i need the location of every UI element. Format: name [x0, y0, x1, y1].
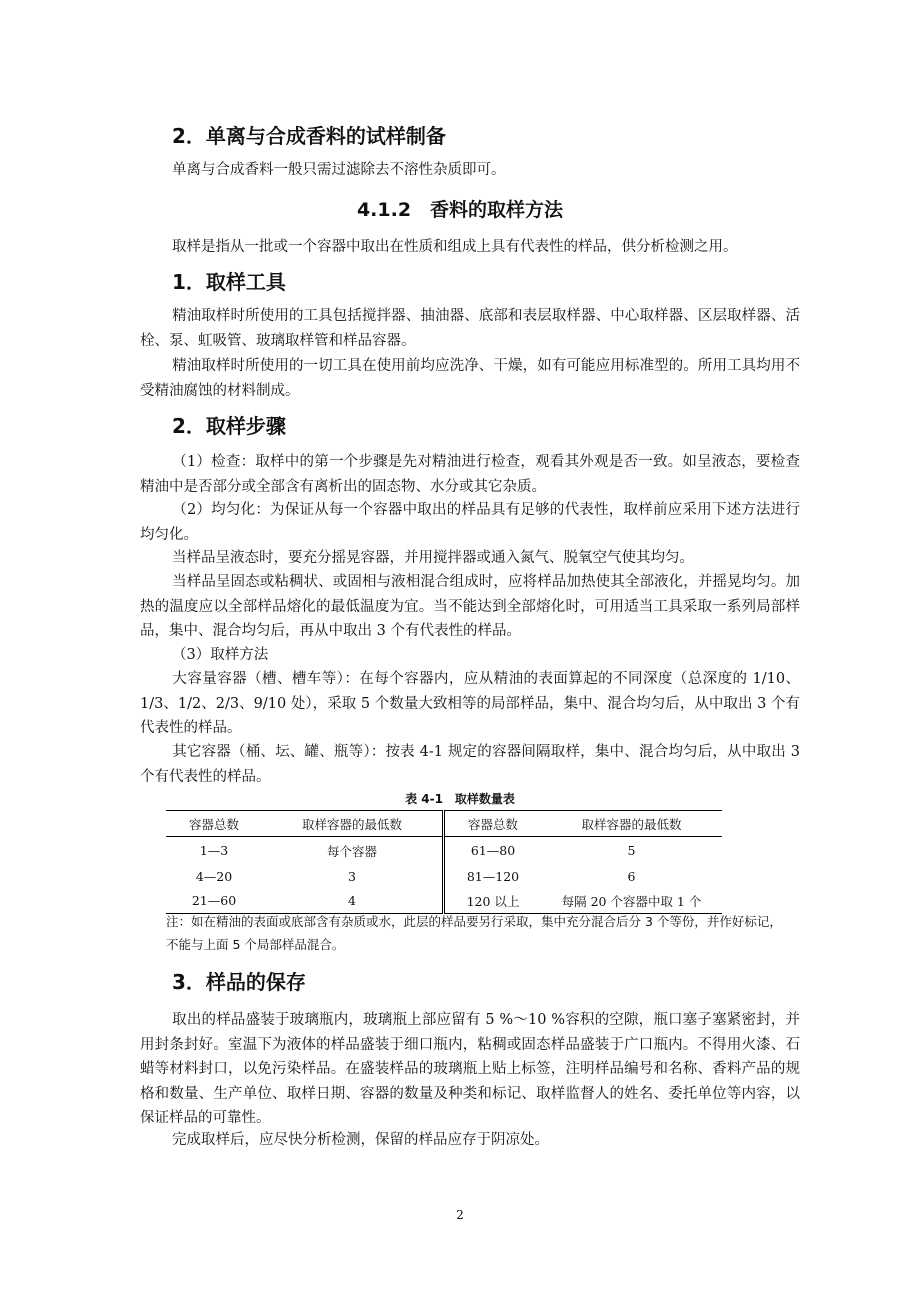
- paragraph-tools-1: [140, 304, 800, 353]
- table-cell: 120 以上: [444, 889, 542, 914]
- paragraph-text: （3）取样方法: [172, 647, 269, 663]
- paragraph-step-3-other: [140, 740, 800, 789]
- table-header-cell: 容器总数: [166, 811, 262, 837]
- paragraph-text: （2）均匀化：为保证从每一个容器中取出的样品具有足够的代表性，取样前应采用下述方法进行均匀化。: [140, 502, 800, 543]
- paragraph-text: 精油取样时所使用的一切工具在使用前均应洗净、干燥，如有可能应用标准型的。所用工具均用不受精油腐蚀的材料制成。: [140, 358, 800, 399]
- page-number: 2: [456, 1208, 464, 1222]
- table-cell: 61—80: [470, 843, 516, 859]
- paragraph-sampling-intro: [140, 235, 800, 260]
- table-cell: 3: [262, 865, 444, 889]
- table-row: [166, 865, 722, 889]
- paragraph-text: 取样是指从一批或一个容器中取出在性质和组成上具有代表性的样品，供分析检测之用。: [172, 239, 738, 255]
- table-header-cell: 取样容器的最低数: [541, 811, 722, 837]
- paragraph-text: 精油取样时所使用的工具包括搅拌器、抽油器、底部和表层取样器、中心取样器、区层取样器、活栓、泵、虹吸管、玻璃取样管和样品容器。: [140, 308, 800, 349]
- table-cell: 6: [627, 869, 636, 884]
- sampling-quantity-table: [166, 810, 722, 914]
- table-cell: 每隔 20 个容器中取 1 个: [541, 889, 722, 914]
- table-row: [166, 837, 722, 865]
- table-cell: 4—20: [195, 869, 233, 884]
- table-cell: 21—60: [166, 889, 262, 914]
- section-heading-sample-prep: 2．单离与合成香料的试样制备: [172, 124, 446, 148]
- table-header-cell: 容器总数: [444, 811, 542, 837]
- table-cell: 5: [627, 843, 636, 859]
- paragraph-text: 当样品呈固态或粘稠状、或固相与液相混合组成时，应将样品加热使其全部液化，并摇晃均匀。加热的温度应以全部样品熔化的最低温度为宜。当不能达到全部熔化时，可用适当工具采取一系列局部样品，集中、混合均匀后，再从中取出 3 个有代表性的样品。: [140, 574, 800, 639]
- paragraph-tools-2: [140, 354, 800, 403]
- section-heading-steps: 2．取样步骤: [172, 414, 286, 438]
- table-cell: 4: [262, 889, 444, 914]
- paragraph-storage-2: [140, 1128, 800, 1153]
- paragraph-text: 大容量容器（槽、槽车等）：在每个容器内，应从精油的表面算起的不同深度（总深度的 1/10、1/3、1/2、2/3、9/10 处），采取 5 个数量大致相等的局部样品，集中、混合均匀后，从中取出 3 个有代表性的样品。: [140, 671, 800, 736]
- paragraph-step-1: [140, 450, 800, 499]
- section-heading-storage: 3．样品的保存: [172, 970, 306, 994]
- table-cell: 每个容器: [262, 837, 444, 865]
- paragraph-step-3-large: [140, 667, 800, 741]
- paragraph-step-2-liquid: [140, 546, 800, 571]
- paragraph-sample-prep: [140, 158, 800, 183]
- paragraph-text: 完成取样后，应尽快分析检测，保留的样品应存于阴凉处。: [172, 1132, 549, 1148]
- table-header-cell: 取样容器的最低数: [262, 811, 444, 837]
- table-caption: 表 4-1 取样数量表: [405, 792, 515, 806]
- section-heading-4-1-2: 4.1.2 香料的取样方法: [356, 199, 564, 221]
- paragraph-storage-1: [140, 1008, 800, 1131]
- section-heading-tools: 1．取样工具: [172, 270, 286, 294]
- paragraph-text: 其它容器（桶、坛、罐、瓶等）：按表 4-1 规定的容器间隔取样，集中、混合均匀后，从中取出 3 个有代表性的样品。: [140, 744, 800, 785]
- paragraph-step-2-solid: [140, 570, 800, 644]
- paragraph-text: 当样品呈液态时，要充分摇晃容器，并用搅拌器或通入氮气、脱氧空气使其均匀。: [172, 550, 694, 566]
- table-note: 注：如在精油的表面或底部含有杂质或水，此层的样品要另行采取，集中充分混合后分 3 个等份，并作好标记，不能与上面 5 个局部样品混合。: [166, 914, 782, 952]
- paragraph-step-3: [140, 643, 800, 668]
- paragraph-text: 取出的样品盛装于玻璃瓶内，玻璃瓶上部应留有 5 %～10 %容积的空隙，瓶口塞子塞紧密封，并用封条封好。室温下为液体的样品盛装于细口瓶内，粘稠或固态样品盛装于广口瓶内。不得用火漆、石蜡等材料封口，以免污染样品。在盛装样品的玻璃瓶上贴上标签，注明样品编号和名称、香料产品的规格和数量、生产单位、取样日期、容器的数量及种类和标记、取样监督人的姓名、委托单位等内容，以保证样品的可靠性。: [140, 1012, 800, 1126]
- paragraph-text: （1）检查：取样中的第一个步骤是先对精油进行检查，观看其外观是否一致。如呈液态，要检查精油中是否部分或全部含有离析出的固态物、水分或其它杂质。: [140, 454, 800, 495]
- table-cell: 81—120: [466, 869, 520, 884]
- paragraph-text: 单离与合成香料一般只需过滤除去不溶性杂质即可。: [172, 162, 506, 178]
- table-cell: 1—3: [199, 843, 229, 859]
- paragraph-step-2: [140, 498, 800, 547]
- table-header-row: [166, 811, 722, 837]
